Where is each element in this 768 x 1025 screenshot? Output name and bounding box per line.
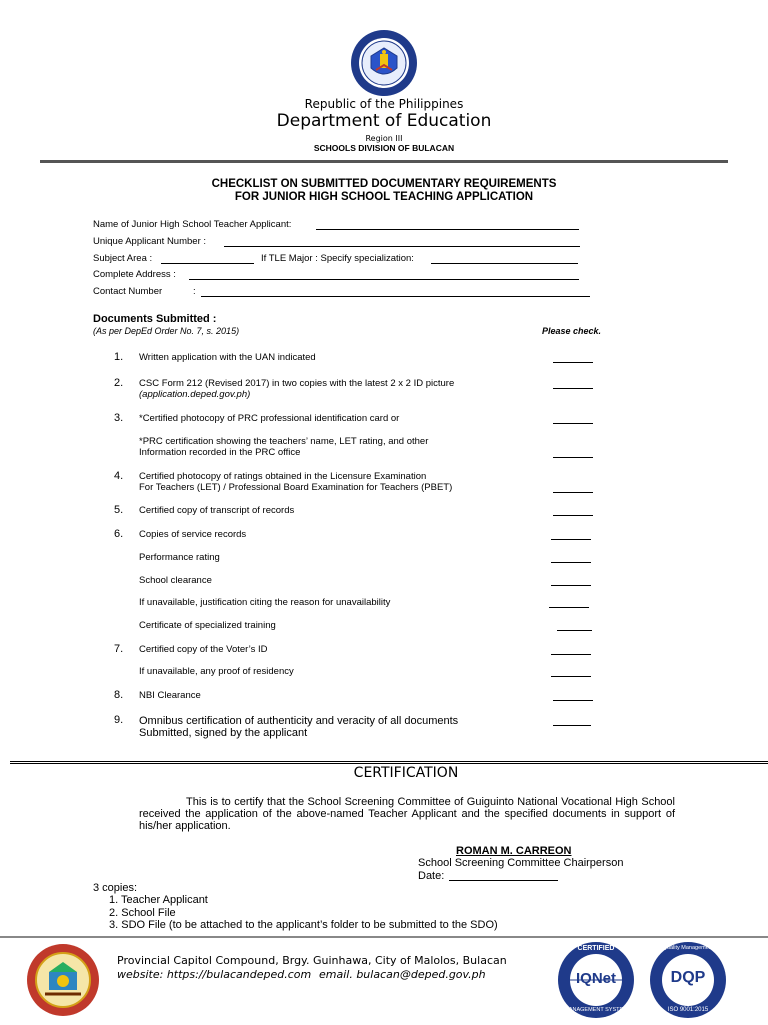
document-item-detail: (application.deped.gov.ph): [139, 389, 251, 400]
please-check-label: Please check.: [542, 326, 602, 336]
certification-body: This is to certify that the School Screening Committee of Guiguinto National Vocational High School received the application of the above-named Teacher Applicant and the specified documents in support of his/her application.: [139, 796, 675, 832]
item-number: 8.: [114, 689, 124, 701]
document-item: Certified copy of transcript of records: [139, 505, 295, 516]
check-line[interactable]: [553, 379, 593, 389]
dqp-top-text: Quality Management: [662, 945, 714, 951]
footer-website[interactable]: website: https://bulacandeped.com: [117, 968, 312, 981]
item-number: 2.: [114, 377, 124, 389]
subject-area-label: Subject Area :: [93, 253, 153, 264]
check-line[interactable]: [551, 553, 591, 563]
documents-heading: Documents Submitted :: [93, 313, 217, 325]
document-item: School clearance: [139, 575, 212, 586]
republic-line: Republic of the Philippines: [304, 97, 464, 111]
document-item-detail: Submitted, signed by the applicant: [139, 727, 308, 739]
copies-label: 3 copies:: [93, 882, 138, 894]
contact-colon: :: [193, 286, 196, 297]
copies-item: 3. SDO File (to be attached to the applicant’s folder to be submitted to the SDO): [109, 919, 498, 931]
contact-label: Contact Number: [93, 286, 163, 297]
document-item: Copies of service records: [139, 529, 247, 540]
signatory-position: School Screening Committee Chairperson: [418, 857, 624, 869]
deped-seal: [349, 28, 419, 98]
certification-title: CERTIFICATION: [353, 765, 459, 781]
form-title-line1: CHECKLIST ON SUBMITTED DOCUMENTARY REQUIREMENTS: [211, 178, 557, 190]
dqp-bottom-text: ISO 9001:2015: [667, 1007, 709, 1013]
header-rule: [40, 160, 728, 163]
certification-rule: [10, 761, 768, 764]
check-line[interactable]: [553, 506, 593, 516]
iqnet-text: IQNet: [575, 970, 616, 987]
check-line[interactable]: [553, 691, 593, 701]
document-item: CSC Form 212 (Revised 2017) in two copies with the latest 2 x 2 ID picture: [139, 378, 455, 389]
item-number: 3.: [114, 412, 124, 424]
check-line[interactable]: [553, 483, 593, 493]
address-label: Complete Address :: [93, 269, 176, 280]
dqp-badge: [648, 940, 728, 1020]
document-item: Written application with the UAN indicated: [139, 352, 316, 363]
region-line: Region III: [365, 134, 403, 143]
document-item: If unavailable, any proof of residency: [139, 666, 294, 677]
check-line[interactable]: [553, 353, 593, 363]
copies-item: 1. Teacher Applicant: [109, 894, 208, 906]
item-number: 6.: [114, 528, 124, 540]
uan-field[interactable]: [224, 237, 580, 247]
check-line[interactable]: [549, 598, 589, 608]
subject-area-field[interactable]: [161, 254, 254, 264]
document-item: If unavailable, justification citing the reason for unavailability: [139, 597, 391, 608]
check-line[interactable]: [553, 716, 591, 726]
check-line[interactable]: [553, 414, 593, 424]
signatory-name: ROMAN M. CARREON: [456, 845, 572, 857]
tle-label: If TLE Major : Specify specialization:: [261, 253, 414, 264]
document-item: Certified photocopy of ratings obtained in the Licensure Examination: [139, 471, 427, 482]
documents-subheading: (As per DepEd Order No. 7, s. 2015): [93, 326, 240, 336]
document-item: NBI Clearance: [139, 690, 201, 701]
check-line[interactable]: [551, 576, 591, 586]
footer-email[interactable]: email. bulacan@deped.gov.ph: [319, 968, 486, 981]
check-line[interactable]: [551, 667, 591, 677]
document-item: Certificate of specialized training: [139, 620, 276, 631]
footer-rule: [0, 936, 768, 938]
footer-address: Provincial Capitol Compound, Brgy. Guinhawa, City of Malolos, Bulacan: [117, 954, 507, 967]
document-item: Performance rating: [139, 552, 220, 563]
item-number: 4.: [114, 470, 124, 482]
applicant-name-label: Name of Junior High School Teacher Applicant:: [93, 219, 292, 230]
date-label: Date:: [418, 870, 445, 882]
document-item-detail: For Teachers (LET) / Professional Board Examination for Teachers (PBET): [139, 482, 453, 493]
document-item: *Certified photocopy of PRC professional identification card or: [139, 413, 400, 424]
document-item-detail: Information recorded in the PRC office: [139, 447, 301, 458]
item-number: 9.: [114, 714, 124, 726]
check-line[interactable]: [553, 448, 593, 458]
document-item: Certified copy of the Voter’s ID: [139, 644, 268, 655]
uan-label: Unique Applicant Number :: [93, 236, 207, 247]
address-field[interactable]: [189, 270, 579, 280]
document-item: Omnibus certification of authenticity and veracity of all documents: [139, 715, 459, 727]
check-line[interactable]: [551, 530, 591, 540]
item-number: 1.: [114, 351, 124, 363]
department-name: Department of Education: [276, 111, 492, 131]
date-field[interactable]: [449, 871, 558, 881]
iqnet-top-text: CERTIFIED: [577, 945, 615, 952]
item-number: 7.: [114, 643, 124, 655]
form-title-line2: FOR JUNIOR HIGH SCHOOL TEACHING APPLICATION: [234, 191, 534, 203]
copies-item: 2. School File: [109, 907, 176, 919]
dqp-text: DQP: [670, 969, 706, 986]
applicant-name-field[interactable]: [316, 220, 579, 230]
iqnet-bottom-text: MANAGEMENT SYSTEM: [564, 1007, 628, 1013]
document-item: *PRC certification showing the teachers’ name, LET rating, and other: [139, 436, 429, 447]
tle-field[interactable]: [431, 254, 578, 264]
check-line[interactable]: [557, 621, 592, 631]
contact-field[interactable]: [201, 287, 590, 297]
iqnet-badge: [556, 940, 636, 1020]
check-line[interactable]: [551, 645, 591, 655]
division-line: SCHOOLS DIVISION OF BULACAN: [313, 143, 455, 153]
division-seal: [25, 942, 101, 1018]
item-number: 5.: [114, 504, 124, 516]
